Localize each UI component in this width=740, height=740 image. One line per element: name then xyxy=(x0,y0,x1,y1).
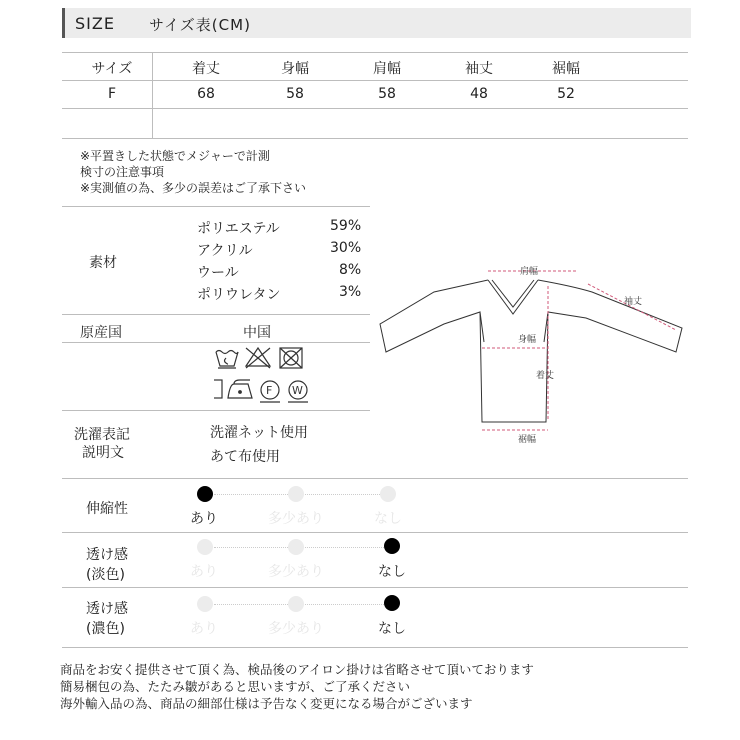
stretch-label: 伸縮性 xyxy=(86,501,128,517)
length-guide-label: 着丈 xyxy=(536,371,555,381)
divider xyxy=(62,80,688,81)
svg-text:F: F xyxy=(266,384,273,397)
body-width-guide-label: 身幅 xyxy=(518,335,537,345)
shoulder-guide-label: 肩幅 xyxy=(520,267,539,277)
sleeve-cell: 48 xyxy=(470,86,488,102)
sheer-light-option-yes: あり xyxy=(190,564,218,580)
washing-text-1: 洗濯ネット使用 xyxy=(210,425,308,441)
body-width-cell: 58 xyxy=(286,86,304,102)
col-hem-header: 裾幅 xyxy=(552,61,580,77)
stretch-dot-yes[interactable] xyxy=(197,486,213,502)
size-table-title: サイズ表(CM) xyxy=(149,16,251,34)
col-body-width-header: 身幅 xyxy=(281,61,309,77)
divider xyxy=(62,532,688,533)
col-length-header: 着丈 xyxy=(192,61,220,77)
material-label: 素材 xyxy=(89,255,117,271)
dry-flat-shade-icon xyxy=(214,380,222,398)
no-tumble-dry-icon xyxy=(280,348,302,368)
divider xyxy=(62,410,370,411)
svg-text:W: W xyxy=(292,384,303,397)
measure-note-1: ※平置きした状態でメジャーで計測 xyxy=(80,149,270,163)
stretch-dot-none[interactable] xyxy=(380,486,396,502)
shoulder-cell: 58 xyxy=(378,86,396,102)
hem-guide-label: 裾幅 xyxy=(518,435,537,445)
divider xyxy=(62,647,688,648)
stretch-dot-some[interactable] xyxy=(288,486,304,502)
hem-cell: 52 xyxy=(557,86,575,102)
col-sleeve-header: 袖丈 xyxy=(465,61,493,77)
wash-30-gentle-icon xyxy=(216,351,238,369)
sheer-light-label-2: (淡色) xyxy=(86,567,125,583)
measure-note-3: ※実測値の為、多少の誤差はご了承下さい xyxy=(80,181,307,195)
material-pct-3: 8% xyxy=(339,262,362,278)
footer-note-2: 簡易梱包の為、たたみ皺があると思いますが、ご了承ください xyxy=(60,679,411,694)
sheer-dark-label-2: (濃色) xyxy=(86,621,125,637)
sheer-light-dot-none[interactable] xyxy=(384,538,400,554)
divider xyxy=(62,108,688,109)
sheer-light-dot-yes[interactable] xyxy=(197,539,213,555)
material-pct-1: 59% xyxy=(330,218,362,234)
sheer-dark-label-1: 透け感 xyxy=(86,601,128,617)
stretch-option-some: 多少あり xyxy=(268,511,324,527)
garment-diagram xyxy=(372,262,692,448)
wetclean-w-icon xyxy=(288,381,308,402)
divider xyxy=(62,52,688,53)
washing-text-2: あて布使用 xyxy=(210,449,280,465)
material-pct-4: 3% xyxy=(339,284,362,300)
length-cell: 68 xyxy=(197,86,215,102)
washing-label-1: 洗濯表記 xyxy=(74,427,130,443)
washing-label-2: 説明文 xyxy=(82,445,124,461)
material-name-4: ポリウレタン xyxy=(197,287,281,303)
size-header-bar xyxy=(62,8,691,38)
material-pct-2: 30% xyxy=(330,240,362,256)
sheer-light-option-some: 多少あり xyxy=(268,564,324,580)
size-label: SIZE xyxy=(75,14,115,33)
divider xyxy=(62,342,370,343)
sheer-dark-dot-some[interactable] xyxy=(288,596,304,612)
size-cell: F xyxy=(107,86,117,102)
divider xyxy=(62,314,370,315)
material-name-1: ポリエステル xyxy=(197,221,280,237)
footer-note-1: 商品をお安く提供させて頂く為、検品後のアイロン掛けは省略させて頂いております xyxy=(60,662,534,677)
sheer-dark-dot-yes[interactable] xyxy=(197,596,213,612)
divider xyxy=(62,478,688,479)
sheer-dark-option-yes: あり xyxy=(190,621,218,637)
dryclean-f-icon xyxy=(260,381,280,402)
origin-label: 原産国 xyxy=(80,325,122,341)
sleeve-guide-label: 袖丈 xyxy=(624,297,643,307)
care-symbols xyxy=(214,346,310,404)
measure-guides xyxy=(482,271,676,430)
sheer-light-dot-some[interactable] xyxy=(288,539,304,555)
divider xyxy=(62,138,688,139)
sheer-dark-option-some: 多少あり xyxy=(268,621,324,637)
material-name-2: アクリル xyxy=(197,243,253,259)
sheer-light-label-1: 透け感 xyxy=(86,547,128,563)
measure-note-2: 検寸の注意事項 xyxy=(80,165,165,179)
stretch-option-none: なし xyxy=(374,511,402,527)
divider xyxy=(62,587,688,588)
iron-low-icon xyxy=(228,380,252,398)
stretch-option-yes: あり xyxy=(190,511,218,527)
sheer-dark-dot-none[interactable] xyxy=(384,595,400,611)
sheer-dark-option-none: なし xyxy=(378,621,406,637)
col-shoulder-header: 肩幅 xyxy=(373,61,401,77)
origin-value: 中国 xyxy=(243,325,271,341)
divider xyxy=(152,52,153,138)
sheer-light-option-none: なし xyxy=(378,564,406,580)
footer-note-3: 海外輸入品の為、商品の細部仕様は予告なく変更になる場合がございます xyxy=(60,696,473,711)
material-name-3: ウール xyxy=(197,265,239,281)
no-bleach-icon xyxy=(246,348,270,368)
divider xyxy=(62,206,370,207)
col-size-header: サイズ xyxy=(91,61,133,77)
